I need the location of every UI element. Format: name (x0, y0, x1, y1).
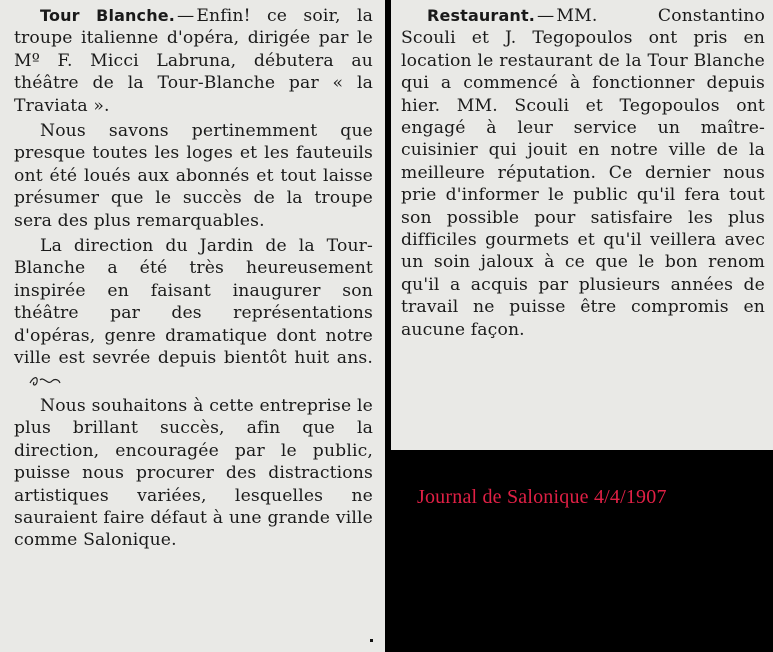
right-article-heading: Restaurant. (427, 6, 535, 25)
left-article-paragraph-2: Nous savons pertinemment que presque toutes les loges et les fauteuils ont été loués aux abonnés et tout laisse présumer que le succès de la troupe sera des plus remarquables. (14, 121, 373, 231)
left-article-paragraph-3 (14, 235, 373, 392)
left-article-heading: Tour Blanche. (40, 6, 175, 25)
right-article-paragraph-1 (401, 5, 765, 341)
left-article-dash: — (176, 6, 195, 26)
left-article-text-3: La direction du Jardin de la Tour-Blanche a été très heureusement inspirée en faisant inaugurer son théâtre par des représentations d'opéras, genre dramatique dont notre ville est sevrée depuis bientôt huit ans. (14, 236, 373, 369)
right-article-dash: — (537, 6, 555, 26)
right-article-column (391, 0, 773, 450)
left-article-text-1: Enfin! ce soir, la troupe italienne d'opéra, dirigée par le Mº F. Micci Labruna, débutera au théâtre de la Tour-Blanche par « la Traviata ». (14, 6, 373, 116)
left-article-paragraph-4: Nous souhaitons à cette entreprise le plus brillant succès, afin que la direction, encouragée par le public, puisse nous procurer des distractions artistiques variées, lesquelles ne sauraient faire défaut à une grande ville comme Salonique. (14, 395, 373, 551)
left-article-column (0, 0, 385, 652)
source-caption: Journal de Salonique 4/4/1907 (417, 486, 667, 508)
ink-dot (370, 639, 373, 642)
right-article-text-1: MM. Constantino Scouli et J. Tegopoulos ont pris en location le restaurant de la Tour Blanche qui a commencé à fonctionner depuis hier. MM. Scouli et Tegopoulos ont engagé à leur service un maître-cuisinier qui jouit en notre ville de la meilleure réputation. Ce dernier nous prie d'informer le public qu'il fera tout son possible pour satisfaire les plus difficiles gourmets et qu'il veillera avec un soin jaloux à ce que le bon renom qu'il a acquis par plusieurs années de travail ne puisse être compromis en aucune façon. (401, 6, 765, 340)
left-article-paragraph-1 (14, 5, 373, 117)
handwritten-mark-icon (28, 374, 62, 388)
